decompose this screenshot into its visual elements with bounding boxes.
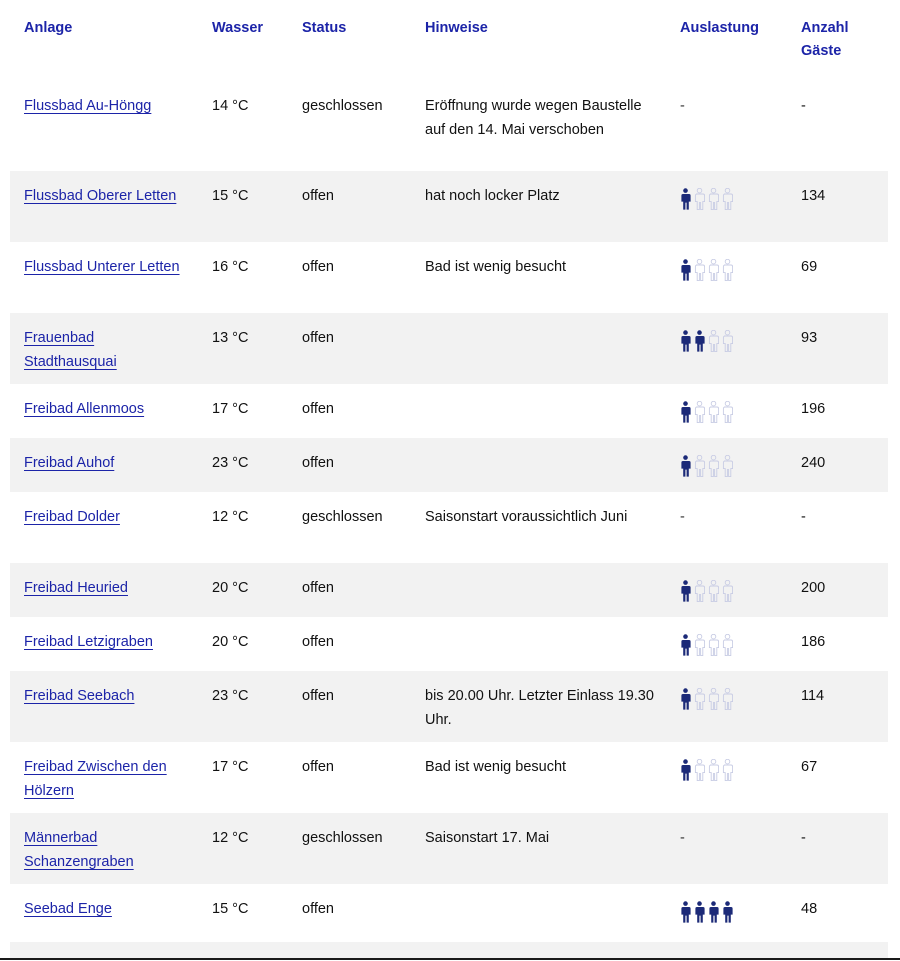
person-empty-icon bbox=[722, 688, 733, 710]
person-empty-icon bbox=[708, 188, 719, 210]
bath-name-link[interactable]: Freibad Zwischen den Hölzern bbox=[24, 759, 167, 799]
auslastung-dash: - bbox=[680, 830, 685, 846]
cell-hinweise: Bad ist wenig besucht bbox=[425, 259, 567, 275]
person-filled-icon bbox=[722, 901, 733, 923]
cell-anlage bbox=[10, 617, 198, 671]
person-empty-icon bbox=[722, 330, 733, 352]
cell-auslastung bbox=[666, 742, 787, 813]
person-empty-icon bbox=[708, 455, 719, 477]
cell-wasser: 23 °C bbox=[198, 671, 288, 742]
table-row bbox=[10, 671, 888, 742]
person-empty-icon bbox=[722, 401, 733, 423]
bath-name-link[interactable]: Frauenbad Stadthausquai bbox=[24, 330, 117, 370]
occupancy-indicator bbox=[680, 684, 733, 710]
person-empty-icon bbox=[694, 634, 705, 656]
person-empty-icon bbox=[722, 259, 733, 281]
cell-anzahl-gaeste: 93 bbox=[787, 313, 888, 384]
cell-hinweise bbox=[411, 563, 666, 617]
person-filled-icon bbox=[694, 330, 705, 352]
cell-anlage bbox=[10, 671, 198, 742]
cell-hinweise: Bad ist wenig besucht bbox=[425, 759, 567, 775]
person-empty-icon bbox=[708, 634, 719, 656]
cell-anlage bbox=[10, 438, 198, 492]
cell-wasser: 12 °C bbox=[198, 813, 288, 884]
cell-anzahl-gaeste: - bbox=[801, 98, 806, 114]
person-empty-icon bbox=[722, 455, 733, 477]
header-anlage: Anlage bbox=[24, 20, 73, 36]
cell-wasser: 20 °C bbox=[212, 634, 249, 650]
cell-auslastung bbox=[666, 313, 787, 384]
table-row bbox=[10, 313, 888, 384]
person-empty-icon bbox=[694, 580, 705, 602]
bath-status-table bbox=[10, 0, 888, 938]
occupancy-indicator bbox=[680, 326, 733, 352]
cell-wasser: 15 °C bbox=[212, 901, 249, 917]
cell-anlage bbox=[10, 81, 198, 171]
bath-name-link[interactable]: Freibad Heuried bbox=[24, 580, 128, 596]
cell-status: offen bbox=[288, 671, 411, 742]
header-hinweise: Hinweise bbox=[425, 20, 488, 36]
person-empty-icon bbox=[722, 759, 733, 781]
person-filled-icon bbox=[680, 634, 691, 656]
person-filled-icon bbox=[680, 401, 691, 423]
cell-hinweise: bis 20.00 Uhr. Letzter Einlass 19.30 Uhr. bbox=[411, 671, 666, 742]
person-filled-icon bbox=[680, 188, 691, 210]
table-header-row bbox=[10, 0, 888, 81]
person-empty-icon bbox=[708, 688, 719, 710]
cell-anlage bbox=[10, 813, 198, 884]
cell-anzahl-gaeste: 67 bbox=[801, 759, 818, 775]
cell-anlage bbox=[10, 492, 198, 563]
cell-auslastung bbox=[666, 563, 787, 617]
person-filled-icon bbox=[680, 455, 691, 477]
cell-auslastung bbox=[666, 384, 787, 438]
person-empty-icon bbox=[694, 759, 705, 781]
cell-anlage bbox=[10, 242, 198, 313]
bath-name-link[interactable]: Flussbad Au-Höngg bbox=[24, 98, 152, 114]
table-row bbox=[10, 563, 888, 617]
occupancy-indicator bbox=[680, 255, 733, 281]
header-anzahl-gaeste: Anzahl Gäste bbox=[801, 20, 849, 59]
cell-status: geschlossen bbox=[288, 813, 411, 884]
person-filled-icon bbox=[680, 330, 691, 352]
table-row bbox=[10, 242, 888, 313]
cell-status: geschlossen bbox=[302, 98, 383, 114]
cell-wasser: 20 °C bbox=[198, 563, 288, 617]
cell-auslastung bbox=[666, 884, 787, 938]
occupancy-indicator bbox=[680, 630, 733, 656]
cell-auslastung bbox=[666, 438, 787, 492]
person-empty-icon bbox=[694, 188, 705, 210]
cell-status: offen bbox=[302, 634, 334, 650]
cell-auslastung bbox=[666, 171, 787, 242]
person-filled-icon bbox=[680, 580, 691, 602]
cell-hinweise bbox=[411, 384, 666, 438]
person-empty-icon bbox=[708, 580, 719, 602]
table-row bbox=[10, 81, 888, 171]
header-auslastung: Auslastung bbox=[680, 20, 759, 36]
cell-anlage bbox=[10, 171, 198, 242]
bath-name-link[interactable]: Freibad Allenmoos bbox=[24, 401, 145, 417]
cell-status: offen bbox=[288, 313, 411, 384]
cell-anlage bbox=[10, 384, 198, 438]
header-wasser: Wasser bbox=[212, 20, 264, 36]
cell-hinweise bbox=[411, 617, 666, 671]
bath-name-link[interactable]: Freibad Seebach bbox=[24, 688, 135, 704]
table-row bbox=[10, 171, 888, 242]
person-empty-icon bbox=[694, 259, 705, 281]
cell-auslastung bbox=[666, 492, 787, 563]
occupancy-indicator bbox=[680, 755, 733, 781]
cell-status: offen bbox=[302, 259, 334, 275]
cell-anlage bbox=[10, 742, 198, 813]
table-row bbox=[10, 742, 888, 813]
person-filled-icon bbox=[680, 901, 691, 923]
next-row-stub bbox=[10, 942, 888, 958]
cell-status: offen bbox=[302, 901, 334, 917]
table-row bbox=[10, 884, 888, 938]
occupancy-indicator bbox=[680, 451, 733, 477]
cell-status: offen bbox=[288, 563, 411, 617]
person-filled-icon bbox=[680, 688, 691, 710]
cell-anzahl-gaeste: 196 bbox=[801, 401, 826, 417]
cell-hinweise bbox=[411, 438, 666, 492]
cell-anlage bbox=[10, 884, 198, 938]
cell-anzahl-gaeste: - bbox=[801, 509, 806, 525]
person-filled-icon bbox=[708, 901, 719, 923]
occupancy-indicator bbox=[680, 897, 733, 923]
cell-wasser: 14 °C bbox=[212, 98, 249, 114]
cell-status: offen bbox=[302, 401, 334, 417]
bath-name-link[interactable]: Freibad Letzigraben bbox=[24, 634, 153, 650]
cell-auslastung bbox=[666, 242, 787, 313]
cell-auslastung bbox=[666, 813, 787, 884]
cell-wasser: 17 °C bbox=[212, 759, 249, 775]
bottom-border bbox=[0, 958, 900, 960]
cell-hinweise: Saisonstart 17. Mai bbox=[411, 813, 666, 884]
cell-status: offen bbox=[288, 171, 411, 242]
person-empty-icon bbox=[708, 759, 719, 781]
cell-hinweise: hat noch locker Platz bbox=[411, 171, 666, 242]
cell-hinweise: Eröffnung wurde wegen Baustelle auf den 14. Mai verschoben bbox=[425, 98, 642, 138]
cell-auslastung bbox=[666, 617, 787, 671]
cell-auslastung bbox=[666, 81, 787, 171]
person-empty-icon bbox=[722, 634, 733, 656]
occupancy-indicator bbox=[680, 184, 733, 210]
cell-anzahl-gaeste: 240 bbox=[787, 438, 888, 492]
occupancy-indicator bbox=[680, 576, 733, 602]
person-empty-icon bbox=[708, 259, 719, 281]
cell-anlage bbox=[10, 313, 198, 384]
bath-name-link[interactable]: Flussbad Unterer Letten bbox=[24, 259, 180, 275]
cell-auslastung bbox=[666, 671, 787, 742]
person-empty-icon bbox=[722, 580, 733, 602]
header-status: Status bbox=[302, 20, 347, 36]
bath-name-link[interactable]: Männerbad Schanzengraben bbox=[24, 830, 134, 870]
cell-hinweise bbox=[411, 884, 666, 938]
cell-status: geschlossen bbox=[302, 509, 383, 525]
person-empty-icon bbox=[708, 401, 719, 423]
cell-status: offen bbox=[288, 438, 411, 492]
cell-wasser: 23 °C bbox=[198, 438, 288, 492]
person-empty-icon bbox=[708, 330, 719, 352]
bath-name-link[interactable]: Seebad Enge bbox=[24, 901, 112, 917]
person-empty-icon bbox=[694, 688, 705, 710]
bath-name-link[interactable]: Freibad Dolder bbox=[24, 509, 120, 525]
person-filled-icon bbox=[680, 259, 691, 281]
bath-name-link[interactable]: Flussbad Oberer Letten bbox=[24, 188, 177, 204]
cell-wasser: 17 °C bbox=[212, 401, 249, 417]
cell-anzahl-gaeste: 114 bbox=[787, 671, 888, 742]
cell-anzahl-gaeste: 48 bbox=[801, 901, 818, 917]
person-filled-icon bbox=[680, 759, 691, 781]
cell-status: offen bbox=[302, 759, 334, 775]
person-empty-icon bbox=[722, 188, 733, 210]
cell-anzahl-gaeste: - bbox=[787, 813, 888, 884]
cell-wasser: 13 °C bbox=[198, 313, 288, 384]
cell-anzahl-gaeste: 200 bbox=[787, 563, 888, 617]
cell-anzahl-gaeste: 69 bbox=[801, 259, 818, 275]
table-row bbox=[10, 617, 888, 671]
cell-anzahl-gaeste: 186 bbox=[801, 634, 826, 650]
auslastung-dash: - bbox=[680, 98, 685, 114]
auslastung-dash: - bbox=[680, 509, 685, 525]
person-empty-icon bbox=[694, 455, 705, 477]
cell-hinweise bbox=[411, 313, 666, 384]
cell-anlage bbox=[10, 563, 198, 617]
person-empty-icon bbox=[694, 401, 705, 423]
cell-anzahl-gaeste: 134 bbox=[787, 171, 888, 242]
cell-wasser: 12 °C bbox=[212, 509, 249, 525]
table-row bbox=[10, 492, 888, 563]
cell-wasser: 16 °C bbox=[212, 259, 249, 275]
table-row bbox=[10, 813, 888, 884]
occupancy-indicator bbox=[680, 397, 733, 423]
table-row bbox=[10, 384, 888, 438]
cell-hinweise: Saisonstart voraussichtlich Juni bbox=[425, 509, 628, 525]
cell-wasser: 15 °C bbox=[198, 171, 288, 242]
bath-name-link[interactable]: Freibad Auhof bbox=[24, 455, 115, 471]
table-row bbox=[10, 438, 888, 492]
person-filled-icon bbox=[694, 901, 705, 923]
